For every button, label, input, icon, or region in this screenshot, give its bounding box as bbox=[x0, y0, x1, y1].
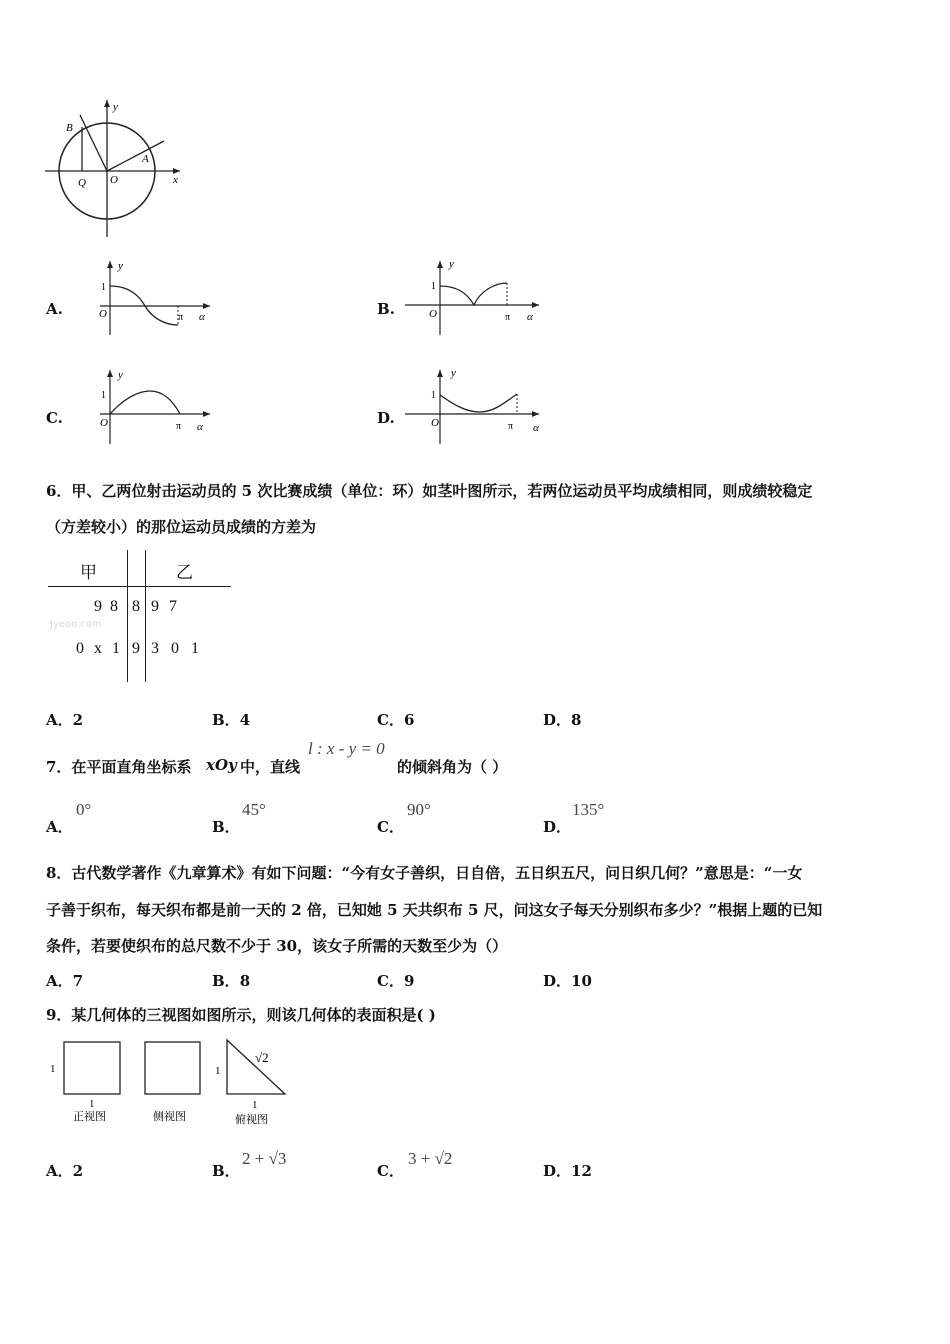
alpha-label: α bbox=[533, 422, 539, 434]
option-letter: D． bbox=[543, 972, 572, 990]
q6-option-d[interactable] bbox=[543, 709, 581, 730]
point-q-label: Q bbox=[78, 177, 86, 189]
q5-graph-a[interactable] bbox=[90, 255, 220, 340]
q6-option-a[interactable] bbox=[46, 709, 83, 730]
option-value: 6 bbox=[403, 711, 415, 729]
stem-leaf-row2-left: 0 x 1 bbox=[76, 640, 123, 657]
pi-label: π bbox=[176, 421, 182, 432]
option-value: 4 bbox=[239, 711, 251, 729]
side-view-caption: 侧视图 bbox=[153, 1111, 186, 1123]
option-value: 10 bbox=[571, 972, 592, 990]
option-letter: D． bbox=[543, 1162, 572, 1180]
q9-text: 9．某几何体的三视图如图所示，则该几何体的表面积是( ) bbox=[46, 1006, 436, 1024]
pi-label: π bbox=[178, 312, 184, 323]
q7-suffix: 的倾斜角为（ ） bbox=[397, 758, 508, 776]
q5-option-c-letter[interactable]: C. bbox=[46, 409, 63, 427]
origin-label: O bbox=[110, 174, 118, 186]
q7-option-c-letter[interactable]: C． bbox=[377, 818, 404, 836]
top-bottom-label: 1 bbox=[252, 1099, 258, 1111]
unit-circle-figure bbox=[40, 95, 190, 245]
point-b-label: B bbox=[66, 122, 73, 134]
q9-option-b-letter[interactable]: B． bbox=[212, 1162, 240, 1180]
q9-option-c-letter[interactable]: C． bbox=[377, 1162, 404, 1180]
q6-text-line1: 6．甲、乙两位射击运动员的 5 次比赛成绩（单位：环）如茎叶图所示，若两位运动员平均成绩相同，则成绩较稳定 bbox=[46, 482, 813, 500]
q6-text-line2: （方差较小）的那位运动员成绩的方差为 bbox=[46, 518, 317, 536]
q7-option-a-letter[interactable]: A． bbox=[46, 818, 73, 836]
option-letter: A． bbox=[46, 1162, 73, 1180]
origin-label: O bbox=[100, 417, 108, 429]
stem-leaf-row1-left: 9 8 bbox=[94, 598, 120, 615]
option-letter: C． bbox=[377, 972, 404, 990]
y-label: y bbox=[449, 258, 454, 270]
q8-text-line3: 条件，若要使织布的总尺数不少于 30，该女子所需的天数至少为（） bbox=[46, 937, 508, 955]
y-label: y bbox=[118, 369, 123, 381]
alpha-label: α bbox=[527, 311, 533, 323]
one-label: 1 bbox=[101, 282, 106, 293]
q8-text-line2: 子善于织布，每天织布都是前一天的 2 倍，已知她 5 天共织布 5 尺，问这女子每天分别织布多少？”根据上题的已知 bbox=[46, 901, 823, 919]
alpha-label: α bbox=[199, 311, 205, 323]
stem-leaf-row2-right: 3 0 1 bbox=[151, 640, 203, 657]
front-bottom-label: 1 bbox=[89, 1098, 95, 1110]
q7-option-d-letter[interactable]: D． bbox=[543, 818, 572, 836]
q5-option-a-letter[interactable]: A. bbox=[46, 300, 63, 318]
q7-option-d-value: 135° bbox=[572, 800, 605, 819]
q9-option-a[interactable] bbox=[46, 1160, 83, 1181]
q8-option-b[interactable] bbox=[212, 970, 250, 991]
option-letter: A． bbox=[46, 972, 73, 990]
q7-option-b-letter[interactable]: B． bbox=[212, 818, 240, 836]
one-label: 1 bbox=[431, 390, 436, 401]
q7-xoy: xOy bbox=[206, 756, 237, 774]
alpha-label: α bbox=[197, 421, 203, 433]
q7-middle: 中，直线 bbox=[240, 758, 301, 776]
q5-option-d-letter[interactable]: D. bbox=[377, 409, 395, 427]
point-a-label: A bbox=[142, 153, 149, 165]
top-side-label: 1 bbox=[215, 1065, 221, 1077]
stem-leaf-header-left: 甲 bbox=[80, 563, 97, 583]
x-axis-label: x bbox=[173, 174, 178, 186]
q9-option-d[interactable] bbox=[543, 1160, 592, 1181]
option-value: 2 bbox=[72, 1162, 84, 1180]
stem-leaf-plot bbox=[48, 548, 234, 682]
q6-option-c[interactable] bbox=[377, 709, 414, 730]
top-view-caption: 俯视图 bbox=[235, 1114, 268, 1126]
q5-graph-b[interactable] bbox=[395, 255, 545, 340]
q7-prefix: 7．在平面直角坐标系 bbox=[46, 758, 192, 776]
stem-leaf-row1-stem: 8 bbox=[132, 598, 140, 615]
q7-line-equation: l : x - y = 0 bbox=[308, 739, 385, 758]
option-value: 2 bbox=[72, 711, 84, 729]
pi-label: π bbox=[505, 312, 511, 323]
q8-text-line1: 8．古代数学著作《九章算术》有如下问题：“今有女子善织，日自倍，五日织五尺，问日织几何？”意思是：“一女 bbox=[46, 864, 803, 882]
watermark: Jyeoo.com bbox=[50, 619, 102, 630]
one-label: 1 bbox=[431, 281, 436, 292]
q7-option-c-value: 90° bbox=[407, 800, 431, 819]
option-value: 8 bbox=[239, 972, 251, 990]
top-hyp-label: √2 bbox=[255, 1050, 269, 1065]
option-letter: B． bbox=[212, 711, 240, 729]
front-view-caption: 正视图 bbox=[73, 1111, 106, 1123]
option-letter: C． bbox=[377, 711, 404, 729]
q7-option-a-value: 0° bbox=[76, 800, 92, 819]
option-value: 9 bbox=[403, 972, 415, 990]
option-letter: A． bbox=[46, 711, 73, 729]
q8-option-a[interactable] bbox=[46, 970, 83, 991]
q9-option-b-value: 2 + √3 bbox=[242, 1149, 287, 1168]
one-label: 1 bbox=[101, 390, 106, 401]
q9-option-c-value: 3 + √2 bbox=[408, 1149, 453, 1168]
q5-option-b-letter[interactable]: B. bbox=[377, 300, 395, 318]
q6-option-b[interactable] bbox=[212, 709, 250, 730]
y-axis-label: y bbox=[113, 101, 118, 113]
y-label: y bbox=[118, 260, 123, 272]
stem-leaf-row2-stem: 9 bbox=[132, 640, 140, 657]
q5-graph-c[interactable] bbox=[90, 364, 220, 449]
y-label: y bbox=[451, 367, 456, 379]
origin-label: O bbox=[99, 308, 107, 320]
stem-leaf-header-right: 乙 bbox=[176, 563, 193, 583]
q8-option-d[interactable] bbox=[543, 970, 592, 991]
origin-label: O bbox=[431, 417, 439, 429]
three-views-figure bbox=[45, 1036, 305, 1136]
origin-label: O bbox=[429, 308, 437, 320]
option-value: 12 bbox=[571, 1162, 592, 1180]
front-side-label: 1 bbox=[50, 1063, 56, 1075]
option-letter: B． bbox=[212, 972, 240, 990]
pi-label: π bbox=[508, 421, 514, 432]
stem-leaf-row1-right: 9 7 bbox=[151, 598, 180, 615]
option-value: 8 bbox=[571, 711, 582, 729]
option-value: 7 bbox=[72, 972, 84, 990]
q8-option-c[interactable] bbox=[377, 970, 414, 991]
q7-option-b-value: 45° bbox=[242, 800, 266, 819]
option-letter: D． bbox=[543, 711, 572, 729]
q5-graph-d[interactable] bbox=[395, 364, 545, 449]
